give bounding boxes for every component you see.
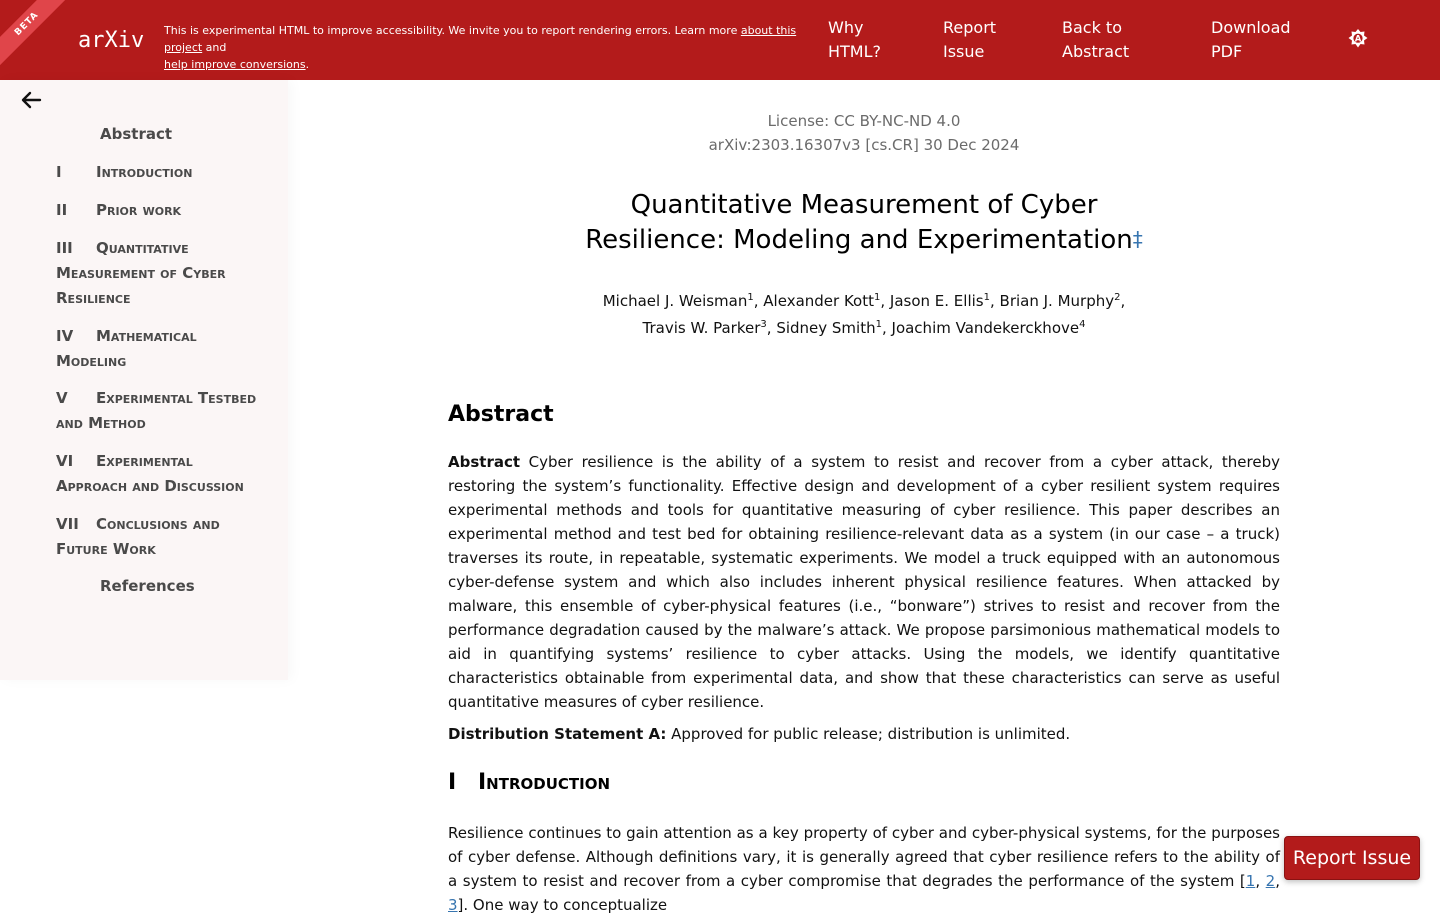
beta-label: BETA — [0, 0, 73, 70]
author-affiliation: 3 — [760, 319, 767, 330]
toc-item-title: Prior work — [96, 201, 182, 219]
floating-report-issue-button[interactable]: Report Issue — [1284, 836, 1420, 880]
abstract-heading: Abstract — [448, 402, 554, 427]
intro-text-continued: ]. One way to conceptualize — [457, 896, 668, 914]
paper-title — [578, 188, 1150, 257]
theme-toggle-icon[interactable] — [1347, 28, 1369, 50]
license-line: License: CC BY-NC-ND 4.0 — [767, 112, 961, 130]
intro-text: Resilience continues to gain attention as a key property of cyber and cyber-physical systems, for the purposes of cyber defense. Although definitions vary, it is generally agreed that cyber resilience refers to the ability of a system to resist and recover from a cyber compromise that degrades the performance of the system [ — [448, 824, 1280, 890]
abstract-text: Cyber resilience is the ability of a system to resist and recover from a cyber attack, thereby restoring the system’s functionality. Effective design and development of a cyber resilient system requires experimental methods and tools for quantitative measuring of cyber resilience. This paper describes an experimental method and test bed for obtaining resilience-relevant data as a system (in our case – a truck) traverses its route, in repeatable, systematic experiments. We model a truck equipped with an autonomous cyber-defense system and which also includes inherent physical resilience features. When attacked by malware, this ensemble of cyber-physical features (i.e., “bonware”) strives to resist and recover from the performance degradation caused by the malware’s attack. We propose parsimonious mathematical models to aid in quantifying systems’ resilience to cyber attacks. Using the models, we identify quantitative characteristics obtainable from experimental data, and show that these characteristics can serve as useful quantitative measures of cyber resilience. — [448, 453, 1280, 711]
toc-item-title: Experimental Testbed and Method — [56, 389, 257, 432]
toc-item-conclusions[interactable] — [56, 512, 266, 562]
toc-item-abstract[interactable] — [100, 122, 310, 147]
author-affiliation: 1 — [983, 292, 990, 303]
about-project-link[interactable]: about this project — [164, 24, 797, 54]
toc-item-title: Quantitative Measurement of Cyber Resilience — [56, 239, 226, 307]
author-name: Sidney Smith — [776, 319, 876, 337]
author-name: Joachim Vandekerckhove — [891, 319, 1080, 337]
paper-title-text: Quantitative Measurement of Cyber Resilience: Modeling and Experimentation — [585, 190, 1133, 255]
author-affiliation: 1 — [875, 319, 882, 330]
beta-ribbon — [0, 0, 70, 70]
toc-item-number: IV — [56, 327, 74, 345]
toc-item-references[interactable] — [100, 574, 310, 599]
toc-item-mathematical-modeling[interactable] — [56, 324, 266, 374]
toc-item-number: V — [56, 389, 68, 407]
toc-item-experimental-testbed[interactable] — [56, 386, 266, 436]
author-name: Michael J. Weisman — [602, 292, 748, 310]
toc-item-number: VII — [56, 515, 79, 533]
author-name: Brian J. Murphy — [999, 292, 1115, 310]
arxiv-id-line: arXiv:2303.16307v3 [cs.CR] 30 Dec 2024 — [708, 136, 1020, 154]
toc-item-title: Introduction — [96, 163, 193, 181]
citation-link-3[interactable]: 3 — [448, 896, 458, 914]
introduction-heading — [448, 770, 610, 795]
toc-item-number: I — [56, 163, 62, 181]
toc-item-number: VI — [56, 452, 74, 470]
author-list: Michael J. Weisman$^1$, Alexander Kott$^1$, Jason E. Ellis$^1$, Brian J. Murphy$^2$, Travis W. Parker$^3$, Sidney Smith$^1$, Joachim Vandekerckhove$^4$ — [602, 292, 1126, 337]
arrow-left-icon[interactable] — [20, 90, 42, 110]
distribution-statement — [448, 722, 1280, 746]
abstract-paragraph — [448, 450, 1280, 714]
distribution-label: Distribution Statement A: — [448, 725, 667, 743]
author-affiliation: 1 — [747, 292, 754, 303]
author-affiliation: 2 — [1114, 292, 1121, 303]
site-header — [0, 0, 1440, 80]
toc-item-title: Abstract — [100, 125, 173, 143]
toc-item-title: Experimental Approach and Discussion — [56, 452, 244, 495]
notice-and: and — [202, 41, 227, 54]
logo-text: arXiv — [78, 28, 145, 53]
toc-item-experimental-approach[interactable] — [56, 449, 266, 499]
author-affiliation: 1 — [873, 292, 881, 303]
notice-text: This is experimental HTML to improve accessibility. We invite you to report rendering errors. Learn more — [164, 24, 741, 37]
introduction-paragraph: Resilience continues to gain attention as a key property of cyber and cyber-physical systems, for the purposes of cyber defense. Although definitions vary, it is generally agreed that cyber resilience refers to the ability of a system to resist and recover from a cyber compromise that degrades the performance of the system [1, 2, 3]. One way to conceptualize — [448, 824, 1280, 914]
toc-item-prior-work[interactable] — [56, 198, 266, 223]
arxiv-logo[interactable] — [78, 22, 154, 58]
distribution-text: Approved for public release; distribution is unlimited. — [666, 725, 1071, 743]
toc-item-title: Conclusions and Future Work — [56, 515, 220, 558]
svg-text:A: A — [1354, 34, 1362, 45]
citation-link-2[interactable]: 2 — [1265, 872, 1276, 890]
toc-item-title: References — [100, 577, 195, 595]
report-issue-link[interactable]: Report Issue — [943, 18, 997, 61]
author-name: Jason E. Ellis — [889, 292, 984, 310]
experimental-notice — [164, 22, 814, 73]
author-name: Travis W. Parker — [642, 319, 761, 337]
author-affiliation: 4 — [1079, 319, 1086, 330]
author-name: Alexander Kott — [763, 292, 874, 310]
section-number: I — [448, 770, 457, 795]
toc-item-title: Mathematical Modeling — [56, 327, 197, 370]
section-title: Introduction — [478, 770, 611, 795]
notice-end: . — [305, 58, 310, 71]
download-pdf-link[interactable]: Download PDF — [1211, 18, 1291, 61]
back-to-abstract-link[interactable]: Back to Abstract — [1062, 18, 1130, 61]
toc-item-quantitative-measurement[interactable] — [56, 236, 266, 311]
toc-item-number: II — [56, 201, 68, 219]
title-footnote-mark[interactable]: ‡ — [1132, 227, 1143, 251]
toc-item-introduction[interactable] — [56, 160, 266, 185]
abstract-label: Abstract — [448, 453, 521, 471]
toc-item-number: III — [56, 239, 73, 257]
help-improve-link[interactable]: help improve conversions — [164, 58, 306, 71]
why-html-link[interactable]: Why HTML? — [828, 18, 882, 61]
citation-link-1[interactable]: 1 — [1245, 872, 1256, 890]
toc-sidebar — [0, 80, 288, 680]
